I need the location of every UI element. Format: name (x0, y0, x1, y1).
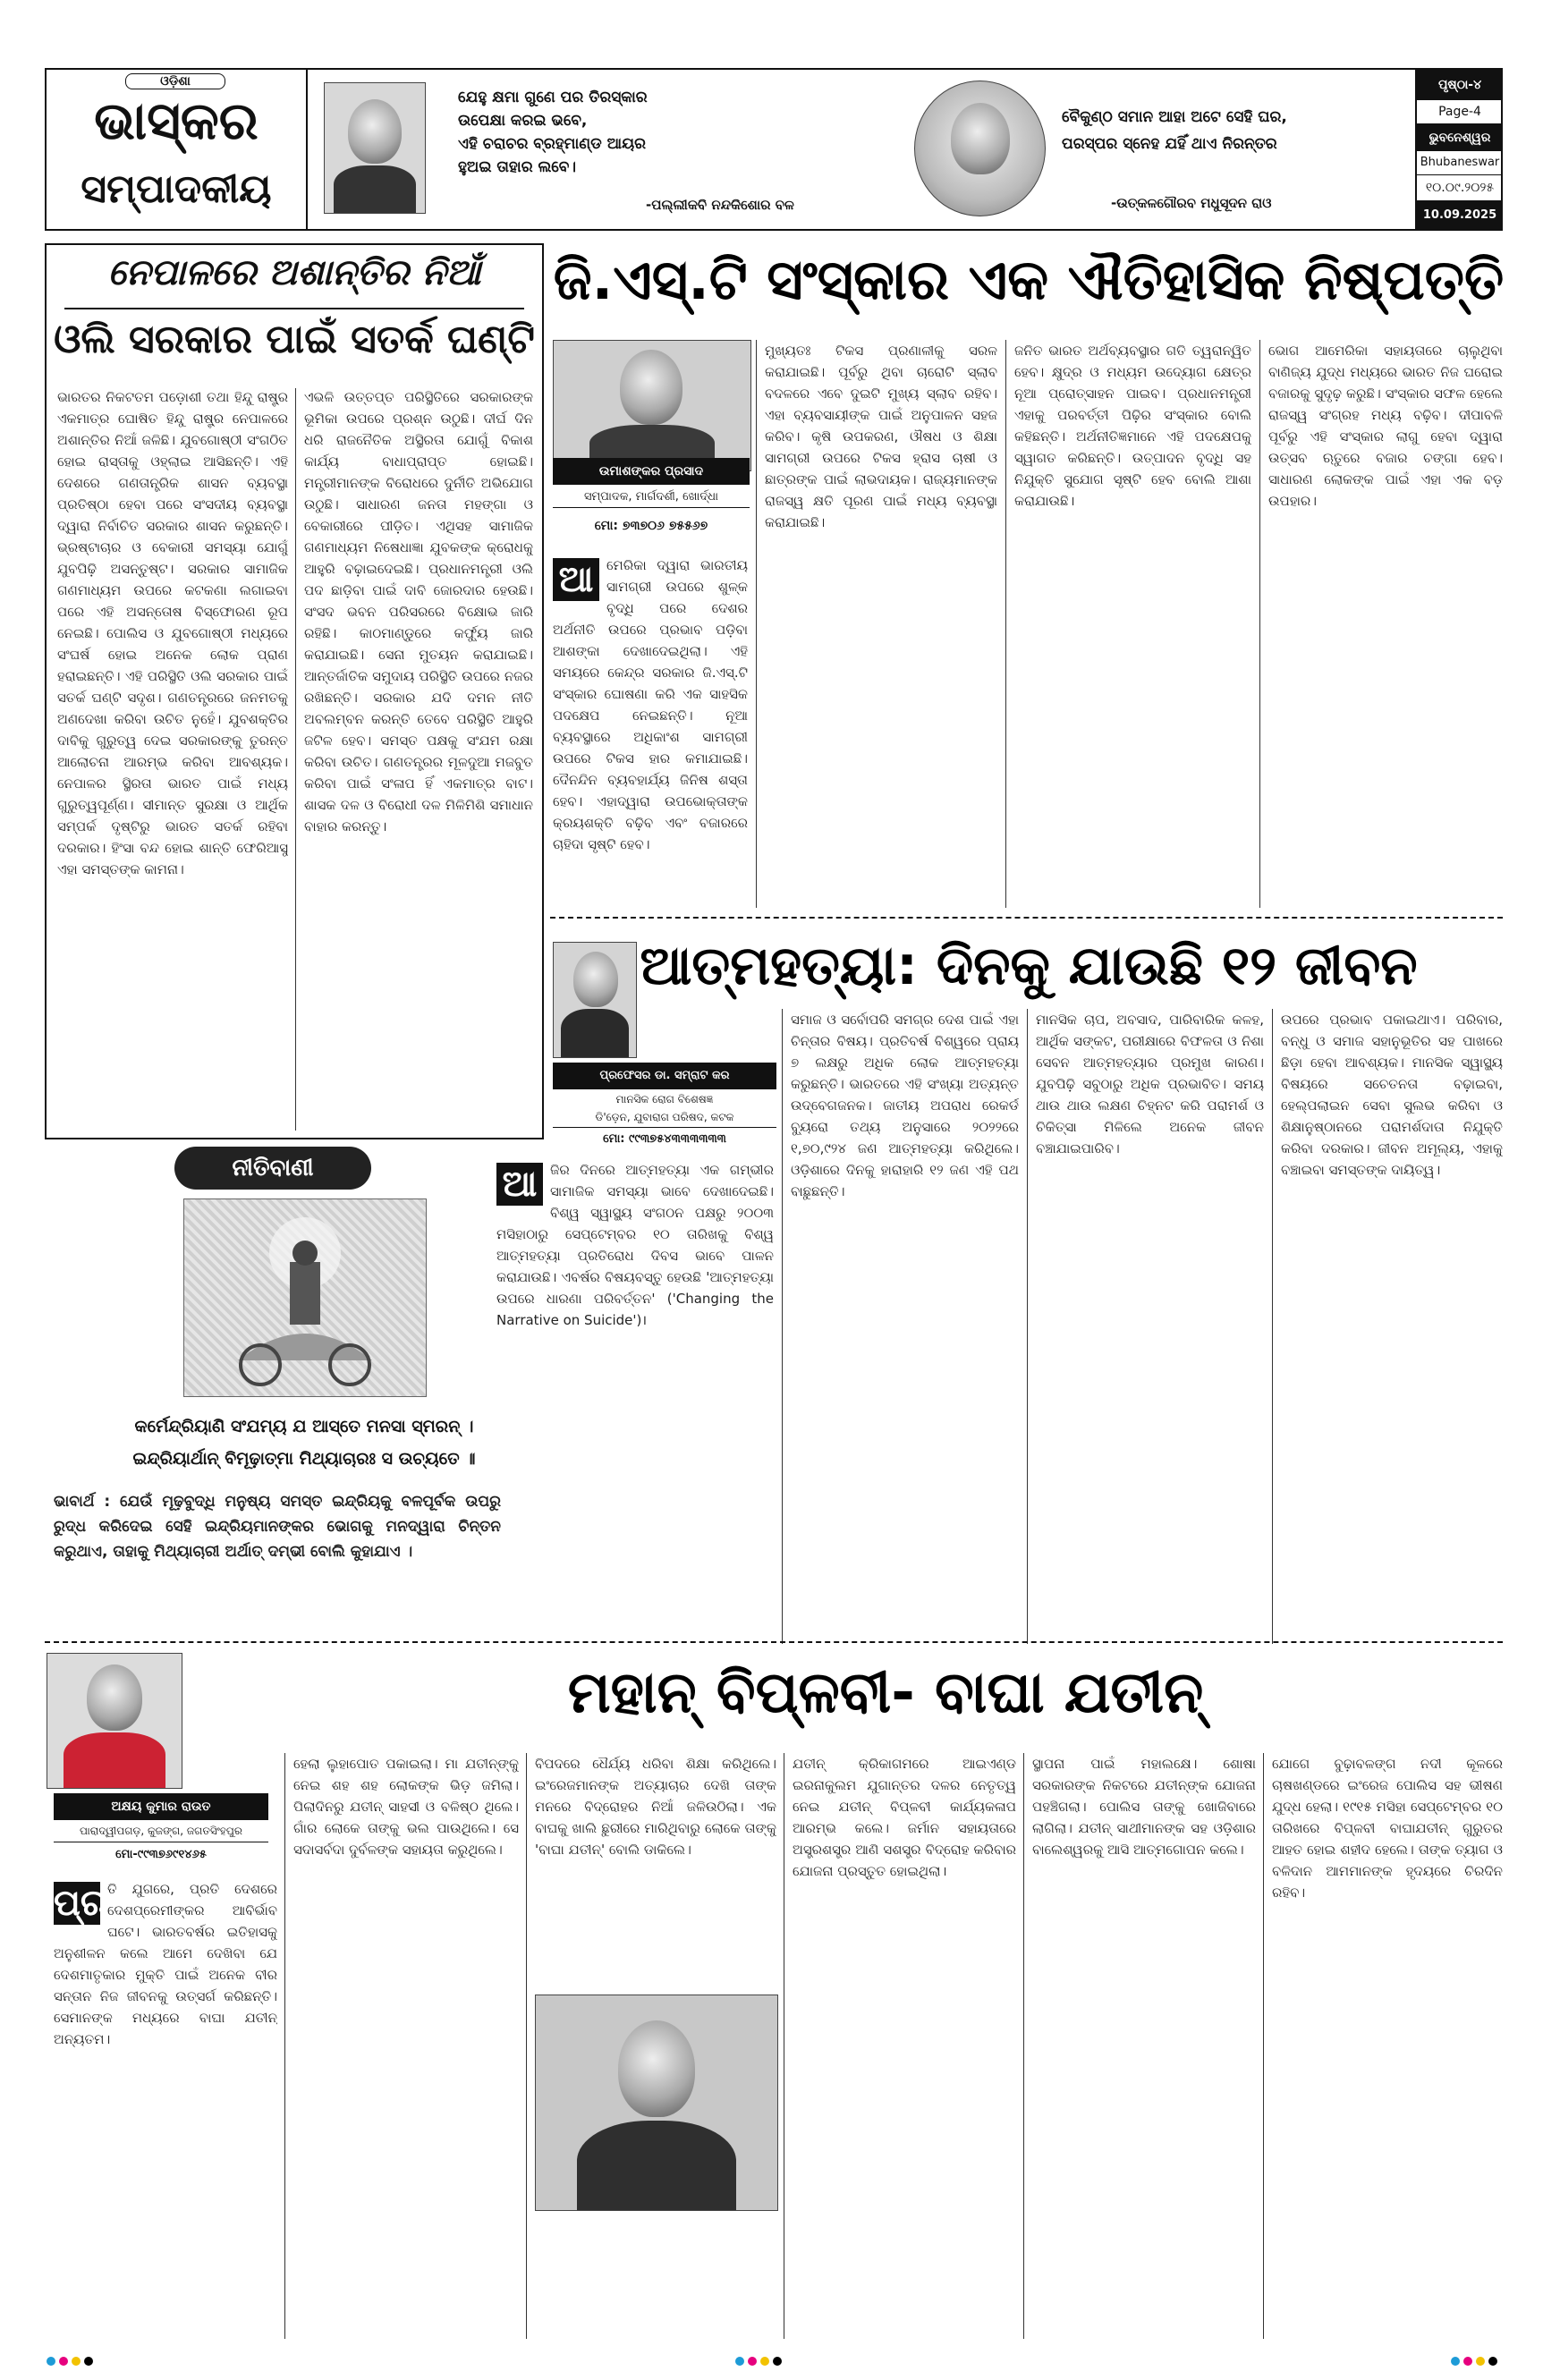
registration-marks-center (733, 2352, 784, 2369)
sloka-meaning: ଭାବାର୍ଥ : ଯେଉଁ ମୂଢ଼ବୁଦ୍ଧି ମନୁଷ୍ୟ ସମସ୍ତ ଇନ୍ଦ୍ରିୟକୁ ବଳପୂର୍ବକ ଉପରୁ ରୁଦ୍ଧ କରିଦେଇ ସେହି ଇନ୍ଦ୍ରିୟମାନଙ୍କର ଭୋଗକୁ ମନଦ୍ୱାରା ଚିନ୍ତନ କରୁଥାଏ, ତାହାକୁ ମିଥ୍ୟାଚାରୀ ଅର୍ଥାତ୍ ଦମ୍ଭୀ ବୋଲି କୁହାଯାଏ । (54, 1493, 501, 1561)
suicide-dropcap: ଆ (496, 1163, 543, 1206)
gst-column-1 (553, 555, 748, 908)
date-or: ୧୦.୦୯.୨୦୨୫ (1417, 175, 1503, 201)
quote-1-line: ଏହି ଚରାଚର ବ୍ରହ୍ମାଣ୍ଡ ଆୟର (458, 135, 646, 153)
quote-1-line: ଉପେକ୍ଷା କରଇ ଭବେ, (458, 112, 588, 130)
city: ଭୁବନେଶ୍ୱର (1417, 124, 1503, 151)
page-label: ପୃଷ୍ଠା-୪ (1417, 70, 1503, 100)
editorial-kicker: ନେପାଳରେ ଅଶାନ୍ତିର ନିଆଁ (107, 252, 481, 293)
quote-1-line: ଯେହୁ କ୍ଷମା ଗୁଣେ ପର ତିରସ୍କାର (458, 89, 648, 106)
city-en: Bhubaneswar (1417, 151, 1503, 175)
editorial-column-1: ଭାରତର ନିକଟତମ ପଡ଼ୋଶୀ ତଥା ହିନ୍ଦୁ ରାଷ୍ଟ୍ର ଏକମାତ୍ର ଘୋଷିତ ହିନ୍ଦୁ ରାଷ୍ଟ୍ର ନେପାଳରେ ଅଶାନ୍ତିର ନିଆଁ ଜଳିଛି। ଯୁବଗୋଷ୍ଠୀ ସଂଗଠିତ ହୋଇ ରାସ୍ତାକୁ ଓହ୍ଲାଇ ଆସିଛନ୍ତି। ଏହି ଦେଶରେ ଗଣତାନ୍ତ୍ରିକ ଶାସନ ବ୍ୟବସ୍ଥା ପ୍ରତିଷ୍ଠା ହେବା ପରେ ସଂସଦୀୟ ବ୍ୟବସ୍ଥା ଦ୍ୱାରା ନିର୍ବାଚିତ ସରକାର ଶାସନ କରୁଛନ୍ତି। ଭ୍ରଷ୍ଟାଚାର ଓ ବେକାରୀ ସମସ୍ୟା ଯୋଗୁଁ ଯୁବପିଢ଼ି ଅସନ୍ତୁଷ୍ଟ। ସରକାର ସାମାଜିକ ଗଣମାଧ୍ୟମ ଉପରେ କଟକଣା ଲଗାଇବା ପରେ ଏହି ଅସନ୍ତୋଷ ବିସ୍ଫୋରଣ ରୂପ ନେଇଛି। ପୋଲିସ ଓ ଯୁବଗୋଷ୍ଠୀ ମଧ୍ୟରେ ସଂଘର୍ଷ ହୋଇ ଅନେକ ଲୋକ ପ୍ରାଣ ହରାଇଛନ୍ତି। ଏହି ପରିସ୍ଥିତି ଓଲି ସରକାର ପାଇଁ ସତର୍କ ଘଣ୍ଟି ସଦୃଶ। ଗଣତନ୍ତ୍ରରେ ଜନମତକୁ ଅଣଦେଖା କରିବା ଉଚିତ ନୁହେଁ। ଯୁବଶକ୍ତିର ଦାବିକୁ ଗୁରୁତ୍ୱ ଦେଇ ସରକାରଙ୍କୁ ତୁରନ୍ତ ଆଲୋଚନା ଆରମ୍ଭ କରିବା ଆବଶ୍ୟକ। ନେପାଳର ସ୍ଥିରତା ଭାରତ ପାଇଁ ମଧ୍ୟ ଗୁରୁତ୍ୱପୂର୍ଣ୍ଣ। ସୀମାନ୍ତ ସୁରକ୍ଷା ଓ ଆର୍ଥିକ ସମ୍ପର୍କ ଦୃଷ୍ଟିରୁ ଭାରତ ସତର୍କ ରହିବା ଦରକାର। ହିଂସା ବନ୍ଦ ହୋଇ ଶାନ୍ତି ଫେରିଆସୁ ଏହା ସମସ୍ତଙ୍କ କାମନା। (57, 389, 288, 877)
quote-2-line: ପରସ୍ପର ସ୍ନେହ ଯହିଁ ଥାଏ ନିରନ୍ତର (1062, 135, 1277, 153)
suicide-author-phone: ମୋ: ୯୯୩୭୫୪୩୩୩୩୩୩ (603, 1132, 726, 1146)
gst-author-tag: ଉମାଶଙ୍କର ପ୍ରସାଦ (553, 458, 750, 485)
quote-2-line: ବୈକୁଣ୍ଠ ସମାନ ଆହା ଅଟେ ସେହି ଘର, (1062, 108, 1287, 126)
jatin-column-5: ଯୋଗେ ବୁଢ଼ାବଳଙ୍ଗ ନଦୀ କୂଳରେ ଚାଷଖଣ୍ଡରେ ଇଂରେଜ ପୋଲିସ ସହ ଭୀଷଣ ଯୁଦ୍ଧ ହେଲା। ୧୯୧୫ ମସିହା ସେପ୍ଟେମ୍ବର ୧୦ ତାରିଖରେ ବିପ୍ଳବୀ ବାଘାଯତୀନ୍ ଗୁରୁତର ଆହତ ହୋଇ ଶହୀଦ ହେଲେ। ତାଙ୍କ ତ୍ୟାଗ ଓ ବଳିଦାନ ଆମମାନଙ୍କ ହୃଦୟରେ ଚିରଦିନ ରହିବ। (1272, 1756, 1503, 1901)
jatin-column-4: ସ୍ଥାପନା ପାଇଁ ମହାଲକ୍ଷେ। ଶୋଷା ସରକାରଙ୍କ ନିକଟରେ ଯତୀନ୍ଙ୍କ ଯୋଜନା ପହଞ୍ଚିଗଲା। ପୋଲିସ ତାଙ୍କୁ ଖୋଜିବାରେ ଲାଗିଲା। ଯତୀନ୍ ସାଥୀମାନଙ୍କ ସହ ଓଡ଼ିଶାର ବାଲେଶ୍ୱରକୁ ଆସି ଆତ୍ମଗୋପନ କଲେ। (1032, 1756, 1256, 1858)
color-dot (760, 2357, 769, 2366)
page-info (1415, 70, 1503, 229)
gst-author-role: ସମ୍ପାଦକ, ମାର୍ଗଦର୍ଶୀ, ଖୋର୍ଦ୍ଧା (553, 490, 750, 508)
jatin-headline: ମହାନ୍ ବିପ୍ଳବୀ- ବାଘା ଯତୀନ୍ (567, 1660, 1204, 1726)
gst-column-1-text: ମେରିକା ଦ୍ୱାରା ଭାରତୀୟ ସାମଗ୍ରୀ ଉପରେ ଶୁଳ୍କ ବୃଦ୍ଧି ପରେ ଦେଶର ଅର୍ଥନୀତି ଉପରେ ପ୍ରଭାବ ପଡ଼ିବା ଆଶଙ୍କା ଦେଖାଦେଇଥିଲା। ଏହି ସମୟରେ କେନ୍ଦ୍ର ସରକାର ଜି.ଏସ୍.ଟି ସଂସ୍କାର ଘୋଷଣା କରି ଏକ ସାହସିକ ପଦକ୍ଷେପ ନେଇଛନ୍ତି। ନୂଆ ବ୍ୟବସ୍ଥାରେ ଅଧିକାଂଶ ସାମଗ୍ରୀ ଉପରେ ଟିକସ ହାର କମାଯାଇଛି। ଦୈନନ୍ଦିନ ବ୍ୟବହାର୍ଯ୍ୟ ଜିନିଷ ଶସ୍ତା ହେବ। ଏହାଦ୍ୱାରା ଉପଭୋକ୍ତାଙ୍କ କ୍ରୟଶକ୍ତି ବଢ଼ିବ ଏବଂ ବଜାରରେ ଚାହିଦା ସୃଷ୍ଟି ହେବ। (553, 557, 748, 852)
jatin-author-role: ପାରାଦ୍ୱୀପଗଡ଼, କୁଜଙ୍ଗ, ଜଗତସିଂହପୁର (54, 1825, 268, 1842)
color-dot (748, 2357, 757, 2366)
portrait-madhusudan (914, 80, 1046, 216)
color-dot (72, 2357, 81, 2366)
jatin-author-name: ଅକ୍ଷୟ କୁମାର ରାଉତ (54, 1793, 268, 1820)
divider (45, 1641, 1503, 1643)
portrait-nandakishore (324, 82, 426, 214)
color-dot (773, 2357, 782, 2366)
quote-2 (1062, 104, 1402, 157)
color-dot (1476, 2357, 1485, 2366)
gita-illustration (183, 1198, 427, 1397)
suicide-column-1-text: ଜିର ଦିନରେ ଆତ୍ମହତ୍ୟା ଏକ ଗମ୍ଭୀର ସାମାଜିକ ସମସ୍ୟା ଭାବେ ଦେଖାଦେଇଛି। ବିଶ୍ୱ ସ୍ୱାସ୍ଥ୍ୟ ସଂଗଠନ ପକ୍ଷରୁ ୨୦୦୩ ମସିହାଠାରୁ ସେପ୍ଟେମ୍ବର ୧୦ ତାରିଖକୁ ବିଶ୍ୱ ଆତ୍ମହତ୍ୟା ପ୍ରତିରୋଧ ଦିବସ ଭାବେ ପାଳନ କରାଯାଉଛି। ଏବର୍ଷର ବିଷୟବସ୍ତୁ ହେଉଛି 'ଆତ୍ମହତ୍ୟା ଉପରେ ଧାରଣା ପରିବର୍ତ୍ତନ' ('Changing the Narrative on Suicide')। (496, 1162, 774, 1328)
suicide-author-name: ପ୍ରଫେସର ଡା. ସମ୍ରାଟ କର (553, 1063, 776, 1089)
gst-column-2: ମୁଖ୍ୟତଃ ଟିକସ ପ୍ରଣାଳୀକୁ ସରଳ କରାଯାଇଛି। ପୂର୍ବରୁ ଥିବା ଚାରୋଟି ସ୍ଲାବ ବଦଳରେ ଏବେ ଦୁଇଟି ମୁଖ୍ୟ ସ୍ଲାବ ରହିବ। ଏହା ବ୍ୟବସାୟୀଙ୍କ ପାଇଁ ଅନୁପାଳନ ସହଜ କରିବ। କୃଷି ଉପକରଣ, ଔଷଧ ଓ ଶିକ୍ଷା ସାମଗ୍ରୀ ଉପରେ ଟିକସ ହ୍ରାସ ଚାଷୀ ଓ ଛାତ୍ରଙ୍କ ପାଇଁ ଲାଭଦାୟକ। ରାଜ୍ୟମାନଙ୍କ ରାଜସ୍ୱ କ୍ଷତି ପୂରଣ ପାଇଁ ମଧ୍ୟ ବ୍ୟବସ୍ଥା କରାଯାଇଛି। (765, 343, 997, 530)
date-en: 10.09.2025 (1417, 201, 1503, 230)
editorial-column-2: ଏଭଳି ଉତ୍ତପ୍ତ ପରିସ୍ଥିତିରେ ସରକାରଙ୍କ ଭୂମିକା ଉପରେ ପ୍ରଶ୍ନ ଉଠୁଛି। ଦୀର୍ଘ ଦିନ ଧରି ରାଜନୈତିକ ଅସ୍ଥିରତା ଯୋଗୁଁ ବିକାଶ କାର୍ଯ୍ୟ ବାଧାପ୍ରାପ୍ତ ହୋଇଛି। ମନ୍ତ୍ରୀମାନଙ୍କ ବିରୋଧରେ ଦୁର୍ନୀତି ଅଭିଯୋଗ ଉଠୁଛି। ସାଧାରଣ ଜନତା ମହଙ୍ଗା ଓ ବେକାରୀରେ ପୀଡ଼ିତ। ଏଥିସହ ସାମାଜିକ ଗଣମାଧ୍ୟମ ନିଷେଧାଜ୍ଞା ଯୁବକଙ୍କ କ୍ରୋଧକୁ ଆହୁରି ବଢ଼ାଇଦେଇଛି। ପ୍ରଧାନମନ୍ତ୍ରୀ ଓଲି ପଦ ଛାଡ଼ିବା ପାଇଁ ଦାବି ଜୋରଦାର ହେଉଛି। ସଂସଦ ଭବନ ପରିସରରେ ବିକ୍ଷୋଭ ଜାରି ରହିଛି। କାଠମାଣ୍ଡୁରେ କର୍ଫ୍ୟୁ ଜାରି କରାଯାଇଛି। ସେନା ମୁତୟନ କରାଯାଇଛି। ଆନ୍ତର୍ଜାତିକ ସମୁଦାୟ ପରିସ୍ଥିତି ଉପରେ ନଜର ରଖିଛନ୍ତି। ସରକାର ଯଦି ଦମନ ନୀତି ଅବଲମ୍ବନ କରନ୍ତି ତେବେ ପରିସ୍ଥିତି ଆହୁରି ଜଟିଳ ହେବ। ସମସ୍ତ ପକ୍ଷକୁ ସଂଯମ ରକ୍ଷା କରିବା ଉଚିତ। ଗଣତନ୍ତ୍ରର ମୂଳଦୁଆ ମଜବୁତ କରିବା ପାଇଁ ସଂଳାପ ହିଁ ଏକମାତ୍ର ବାଟ। ଶାସକ ଦଳ ଓ ବିରୋଧୀ ଦଳ ମିଳିମିଶି ସମାଧାନ ବାହାର କରନ୍ତୁ। (304, 389, 533, 834)
brand-main: ଭାସ୍କର (94, 90, 259, 151)
color-dot (47, 2357, 55, 2366)
editorial-box (45, 243, 544, 1139)
jatin-intro-text: ତି ଯୁଗରେ, ପ୍ରତି ଦେଶରେ ଦେଶପ୍ରେମୀଙ୍କର ଆବିର୍ଭାବ ଘଟେ। ଭାରତବର୍ଷର ଇତିହାସକୁ ଅନୁଶୀଳନ କଲେ ଆମେ ଦେଖିବା ଯେ ଦେଶମାତୃକାର ମୁକ୍ତି ପାଇଁ ଅନେକ ବୀର ସନ୍ତାନ ନିଜ ଜୀବନକୁ ଉତ୍ସର୍ଗ କରିଛନ୍ତି। ସେମାନଙ୍କ ମଧ୍ୟରେ ବାଘା ଯତୀନ୍ ଅନ୍ୟତମ। (54, 1881, 277, 2047)
jatin-dropcap: ପ୍ର (54, 1883, 108, 1924)
suicide-column-1 (496, 1159, 774, 1642)
gst-column-3: ଜନିତ ଭାରତ ଅର୍ଥବ୍ୟବସ୍ଥାର ଗତି ତ୍ୱରାନ୍ୱିତ ହେବ। କ୍ଷୁଦ୍ର ଓ ମଧ୍ୟମ ଉଦ୍ୟୋଗ କ୍ଷେତ୍ର ନୂଆ ପ୍ରୋତ୍ସାହନ ପାଇବ। ପ୍ରଧାନମନ୍ତ୍ରୀ ଏହାକୁ ପରବର୍ତ୍ତୀ ପିଢ଼ିର ସଂସ୍କାର ବୋଲି କହିଛନ୍ତି। ଅର୍ଥନୀତିଜ୍ଞମାନେ ଏହି ପଦକ୍ଷେପକୁ ସ୍ୱାଗତ କରିଛନ୍ତି। ଉତ୍ପାଦନ ବୃଦ୍ଧି ସହ ନିଯୁକ୍ତି ସୁଯୋଗ ସୃଷ୍ଟି ହେବ ବୋଲି ଆଶା କରାଯାଉଛି। (1014, 343, 1251, 509)
suicide-column-3: ମାନସିକ ଚାପ, ଅବସାଦ, ପାରିବାରିକ କଳହ, ଆର୍ଥିକ ସଙ୍କଟ, ପରୀକ୍ଷାରେ ବିଫଳତା ଓ ନିଶା ସେବନ ଆତ୍ମହତ୍ୟାର ପ୍ରମୁଖ କାରଣ। ଯୁବପିଢ଼ି ସବୁଠାରୁ ଅଧିକ ପ୍ରଭାବିତ। ସମୟ ଥାଉ ଥାଉ ଲକ୍ଷଣ ଚିହ୍ନଟ କରି ପରାମର୍ଶ ଓ ଚିକିତ୍ସା ମିଳିଲେ ଅନେକ ଜୀବନ ବଞ୍ଚାଯାଇପାରିବ। (1036, 1012, 1264, 1156)
brand-block (47, 70, 308, 229)
gst-author-phone: ମୋ: ୭୩୭୦୬ ୭୫୫୬୭ (594, 519, 708, 533)
color-dot (735, 2357, 744, 2366)
brand-sub: ସମ୍ପାଦକୀୟ (81, 166, 272, 212)
sloka-line-1: କର୍ମେନ୍ଦ୍ରିୟାଣି ସଂଯମ୍ୟ ଯ ଆସ୍ତେ ମନସା ସ୍ମରନ୍ । (134, 1417, 474, 1436)
jatin-intro (54, 1878, 277, 2339)
portrait-bagha-jatin (535, 1995, 778, 2211)
author-photo-akshay (47, 1653, 182, 1789)
gst-column-4: ଭୋଗ ଆମେରିକା ସହାୟତାରେ ଚାଲୁଥିବା ବାଣିଜ୍ୟ ଯୁଦ୍ଧ ମଧ୍ୟରେ ଭାରତ ନିଜ ଘରୋଇ ବଜାରକୁ ସୁଦୃଢ଼ କରୁଛି। ସଂସ୍କାର ସଫଳ ହେଲେ ରାଜସ୍ୱ ସଂଗ୍ରହ ମଧ୍ୟ ବଢ଼ିବ। ଦୀପାବଳି ପୂର୍ବରୁ ଏହି ସଂସ୍କାର ଲାଗୁ ହେବା ଦ୍ୱାରା ଉତ୍ସବ ଋତୁରେ ବଜାର ଚଙ୍ଗା ହେବ। ସାଧାରଣ ଲୋକଙ୍କ ପାଇଁ ଏହା ଏକ ବଡ଼ ଉପହାର। (1268, 343, 1503, 509)
brand-top: ଓଡ଼ିଶା (125, 73, 225, 89)
color-dot (1463, 2357, 1472, 2366)
registration-marks-left (45, 2352, 95, 2369)
jatin-column-2: ବିପଦରେ ଧୈର୍ଯ୍ୟ ଧରିବା ଶିକ୍ଷା କରିଥିଲେ। ଇଂରେଜମାନଙ୍କ ଅତ୍ୟାଚାର ଦେଖି ତାଙ୍କ ମନରେ ବିଦ୍ରୋହର ନିଆଁ ଜଳିଉଠିଲା। ଏକ ବାଘକୁ ଖାଲି ଛୁରୀରେ ମାରିଥିବାରୁ ଲୋକେ ତାଙ୍କୁ 'ବାଘା ଯତୀନ୍' ବୋଲି ଡାକିଲେ। (535, 1756, 776, 1858)
color-dot (84, 2357, 93, 2366)
suicide-column-2: ସମାଜ ଓ ସର୍ବୋପରି ସମଗ୍ର ଦେଶ ପାଇଁ ଏହା ଚିନ୍ତାର ବିଷୟ। ପ୍ରତିବର୍ଷ ବିଶ୍ୱରେ ପ୍ରାୟ ୭ ଲକ୍ଷରୁ ଅଧିକ ଲୋକ ଆତ୍ମହତ୍ୟା କରୁଛନ୍ତି। ଭାରତରେ ଏହି ସଂଖ୍ୟା ଅତ୍ୟନ୍ତ ଉଦ୍ବେଗଜନକ। ଜାତୀୟ ଅପରାଧ ରେକର୍ଡ ବ୍ୟୁରୋ ତଥ୍ୟ ଅନୁସାରେ ୨୦୨୨ରେ ୧,୭୦,୯୨୪ ଜଣ ଆତ୍ମହତ୍ୟା କରିଥିଲେ। ଓଡ଼ିଶାରେ ଦିନକୁ ହାରାହାରି ୧୨ ଜଣ ଏହି ପଥ ବାଛୁଛନ୍ତି। (791, 1012, 1019, 1199)
registration-marks-right (1449, 2352, 1499, 2369)
author-photo-umashankar (553, 340, 751, 471)
editorial-headline: ଓଲି ସରକାର ପାଇଁ ସତର୍କ ଘଣ୍ଟି (54, 317, 535, 362)
jatin-column-2b (535, 2216, 776, 2339)
quote-1-author: -ପଲ୍ଲୀକବି ନନ୍ଦକିଶୋର ବଳ (646, 197, 794, 213)
suicide-headline: ଆତ୍ମହତ୍ୟା: ଦିନକୁ ଯାଉଛି ୧୨ ଜୀବନ (640, 935, 1418, 997)
page-en: Page-4 (1417, 100, 1503, 124)
quote-2-author: -ଉତ୍କଳଗୌରବ ମଧୁସୂଦନ ରାଓ (1111, 195, 1272, 211)
gst-headline: ଜି.ଏସ୍.ଟି ସଂସ୍କାର ଏକ ଐତିହାସିକ ନିଷ୍ପତ୍ତି (553, 247, 1505, 312)
author-photo-samrat (553, 942, 637, 1058)
divider (550, 917, 1503, 919)
chariot-icon (184, 1199, 426, 1396)
jatin-author-phone: ମୋ-୯୯୩୭୬୯୧୪୬୫ (115, 1848, 207, 1861)
color-dot (1488, 2357, 1497, 2366)
quote-1-line: ହୁଅଇ ତାହାର ଲବେ। (458, 158, 577, 176)
nitibani-title: ନୀତିବାଣୀ (174, 1147, 371, 1190)
quote-1 (458, 86, 923, 179)
suicide-author-role: ମାନସିକ ରୋଗ ବିଶେଷଜ୍ଞ (615, 1093, 714, 1105)
color-dot (59, 2357, 68, 2366)
gst-dropcap: ଆ (553, 558, 599, 601)
sloka-line-2: ଇନ୍ଦ୍ରିୟାର୍ଥାନ୍ ବିମୂଢ଼ାତ୍ମା ମିଥ୍ୟାଚାରଃ ସ ଉଚ୍ୟତେ ॥ (132, 1449, 476, 1469)
suicide-author-org: ଡି'ଡ଼େନ, ଯୁବାରାଗ ପରିଷଦ, କଟକ (553, 1111, 776, 1128)
jatin-column-3: ଯତୀନ୍ କ୍ରିକାଗମରେ ଆଇଏଣ୍ଡ ଇରନାକୁଲମ ଯୁଗାନ୍ତର ଦଳର ନେତୃତ୍ୱ ନେଇ ଯତୀନ୍ ବିପ୍ଳବୀ କାର୍ଯ୍ୟକଳାପ ଆରମ୍ଭ କଲେ। ଜର୍ମାନ ସହାୟତାରେ ଅସ୍ତ୍ରଶସ୍ତ୍ର ଆଣି ସଶସ୍ତ୍ର ବିଦ୍ରୋହ କରିବାର ଯୋଜନା ପ୍ରସ୍ତୁତ ହୋଇଥିଲା। (793, 1756, 1016, 1879)
jatin-column-1: ହେଲା ଲୁହାପୋତ ପକାଇଲା। ମା ଯତୀନ୍ଙ୍କୁ ନେଇ ଶହ ଶହ ଲୋକଙ୍କ ଭିଡ଼ ଜମିଲା। ପିଲାଦିନରୁ ଯତୀନ୍ ସାହସୀ ଓ ବଳିଷ୍ଠ ଥିଲେ। ଗାଁର ଲୋକେ ତାଙ୍କୁ ଭଲ ପାଉଥିଲେ। ସେ ସଦାସର୍ବଦା ଦୁର୍ବଳଙ୍କ ସହାୟତା କରୁଥିଲେ। (293, 1756, 519, 1858)
color-dot (1451, 2357, 1460, 2366)
masthead (45, 68, 1503, 231)
suicide-column-4: ଉପରେ ପ୍ରଭାବ ପକାଇଥାଏ। ପରିବାର, ବନ୍ଧୁ ଓ ସମାଜ ସହାନୁଭୂତିର ସହ ପାଖରେ ଛିଡ଼ା ହେବା ଆବଶ୍ୟକ। ମାନସିକ ସ୍ୱାସ୍ଥ୍ୟ ବିଷୟରେ ସଚେତନତା ବଢ଼ାଇବା, ହେଲ୍ପଲାଇନ ସେବା ସୁଲଭ କରିବା ଓ ଶିକ୍ଷାନୁଷ୍ଠାନରେ ପରାମର୍ଶଦାତା ନିଯୁକ୍ତି କରିବା ଦରକାର। ଜୀବନ ଅମୂଲ୍ୟ, ଏହାକୁ ବଞ୍ଚାଇବା ସମସ୍ତଙ୍କ ଦାୟିତ୍ୱ। (1281, 1012, 1503, 1178)
